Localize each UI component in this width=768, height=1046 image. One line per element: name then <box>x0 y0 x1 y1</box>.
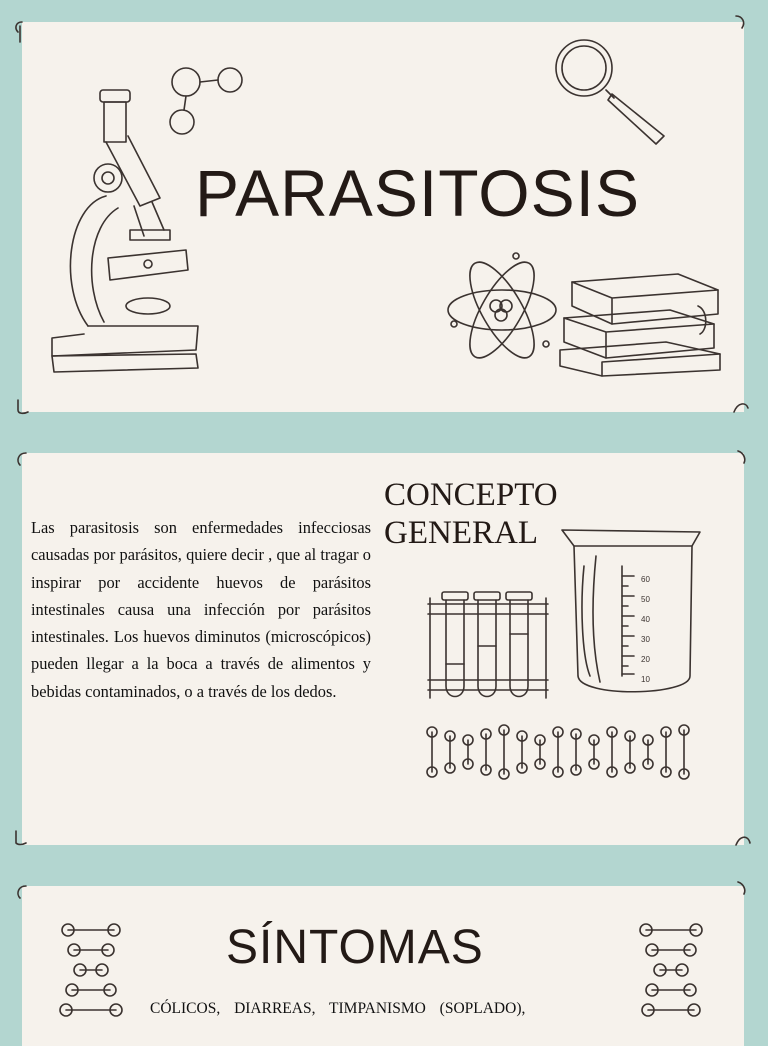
scale-label: 50 <box>641 595 650 604</box>
corner-curl-icon <box>12 882 32 902</box>
section-title <box>384 476 558 552</box>
title-line: CONCEPTO <box>384 477 558 513</box>
dna-strand-icon <box>424 724 704 784</box>
title-line: GENERAL <box>384 515 538 551</box>
corner-curl-icon <box>732 398 752 418</box>
scale-label: 20 <box>641 655 650 664</box>
scale-label: 60 <box>641 575 650 584</box>
dna-strand-icon <box>58 920 128 1030</box>
atom-icon <box>446 248 566 378</box>
section-title: SÍNTOMAS <box>226 921 484 974</box>
books-icon <box>558 270 728 380</box>
scale-label: 40 <box>641 615 650 624</box>
magnifier-icon <box>552 36 682 156</box>
beaker-scale <box>641 570 650 690</box>
corner-curl-icon <box>734 831 754 851</box>
molecule-icon <box>164 60 254 140</box>
beaker-icon <box>560 526 710 706</box>
corner-curl-icon <box>12 449 32 469</box>
scale-label: 30 <box>641 635 650 644</box>
dna-strand-icon <box>638 920 708 1030</box>
symptoms-text: CÓLICOS, DIARREAS, TIMPANISMO (SOPLADO), <box>150 1000 526 1017</box>
corner-curl-icon <box>734 878 754 898</box>
slide-title <box>0 0 768 432</box>
corner-curl-icon <box>10 829 30 849</box>
corner-curl-icon <box>10 18 30 38</box>
scale-label: 10 <box>641 675 650 684</box>
corner-curl-icon <box>732 12 752 32</box>
test-tubes-icon <box>424 590 554 705</box>
corner-curl-icon <box>734 447 754 467</box>
concept-paragraph: Las parasitosis son enfermedades infecciosas causadas por parásitos, quiere decir , que al tragar o inspirar por accidente huevos de parásitos intestinales causa una infección por parásitos intestinales. Los huevos diminutos (microscópicos) pueden llegar a la boca a través de alimentos y bebidas contaminados, o a través de los dedos. <box>31 518 371 701</box>
corner-curl-icon <box>12 398 32 418</box>
page-title: PARASITOSIS <box>195 156 641 230</box>
